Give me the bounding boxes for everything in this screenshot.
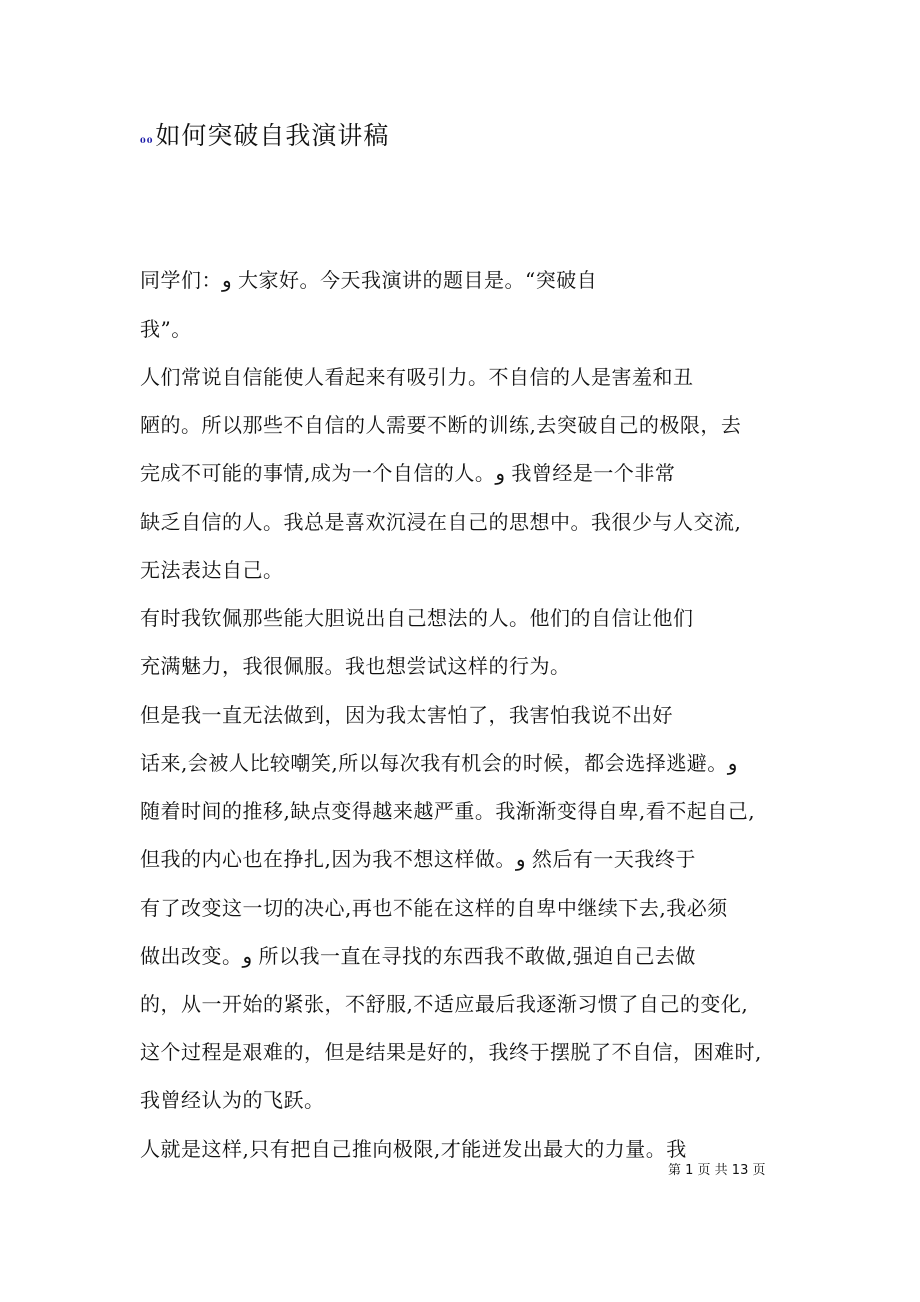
body-line: 陋的。所以那些不自信的人需要不断的训练,去突破自己的极限，去 bbox=[140, 413, 742, 437]
body-line: 有了改变这一切的决心,再也不能在这样的自卑中继续下去,我必须 bbox=[140, 896, 728, 920]
body-line: 我”。 bbox=[140, 317, 192, 341]
document-title bbox=[140, 118, 389, 158]
body-line: 完成不可能的事情,成为一个自信的人。و 我曾经是一个非常 bbox=[140, 461, 676, 485]
body-line: 但我的内心也在挣扎,因为我不想这样做。و 然后有一天我终于 bbox=[140, 847, 696, 871]
body-line: 话来,会被人比较嘲笑,所以每次我有机会的时候，都会选择逃避。و bbox=[140, 751, 738, 775]
body-line: 无法表达自己。 bbox=[140, 558, 284, 582]
body-line: 有时我钦佩那些能大胆说出自己想法的人。他们的自信让他们 bbox=[140, 606, 694, 630]
body-line: 这个过程是艰难的，但是结果是好的，我终于摆脱了不自信，困难时, bbox=[140, 1040, 762, 1064]
title-marker: ₀₀ bbox=[140, 132, 154, 147]
body-line: 做出改变。و 所以我一直在寻找的东西我不敢做,强迫自己去做 bbox=[140, 944, 696, 968]
body-line: 人们常说自信能使人看起来有吸引力。不自信的人是害羞和丑 bbox=[140, 365, 694, 389]
body-line: 同学们：و 大家好。今天我演讲的题目是。“突破自 bbox=[140, 268, 598, 292]
body-line: 我曾经认为的飞跃。 bbox=[140, 1088, 325, 1112]
page-number: 第 1 页 共 13 页 bbox=[668, 1163, 766, 1178]
title-text: 如何突破自我演讲稿 bbox=[155, 121, 390, 150]
body-line: 人就是这样,只有把自己推向极限,才能迸发出最大的力量。我 bbox=[140, 1137, 687, 1161]
body-line: 充满魅力，我很佩服。我也想尝试这样的行为。 bbox=[140, 654, 571, 678]
body-line: 但是我一直无法做到，因为我太害怕了，我害怕我说不出好 bbox=[140, 703, 673, 727]
body-line: 的，从一开始的紧张，不舒服,不适应最后我逐渐习惯了自己的变化, bbox=[140, 992, 749, 1016]
body-line: 随着时间的推移,缺点变得越来越严重。我渐渐变得自卑,看不起自己, bbox=[140, 799, 756, 823]
body-line: 缺乏自信的人。我总是喜欢沉浸在自己的思想中。我很少与人交流, bbox=[140, 510, 742, 534]
